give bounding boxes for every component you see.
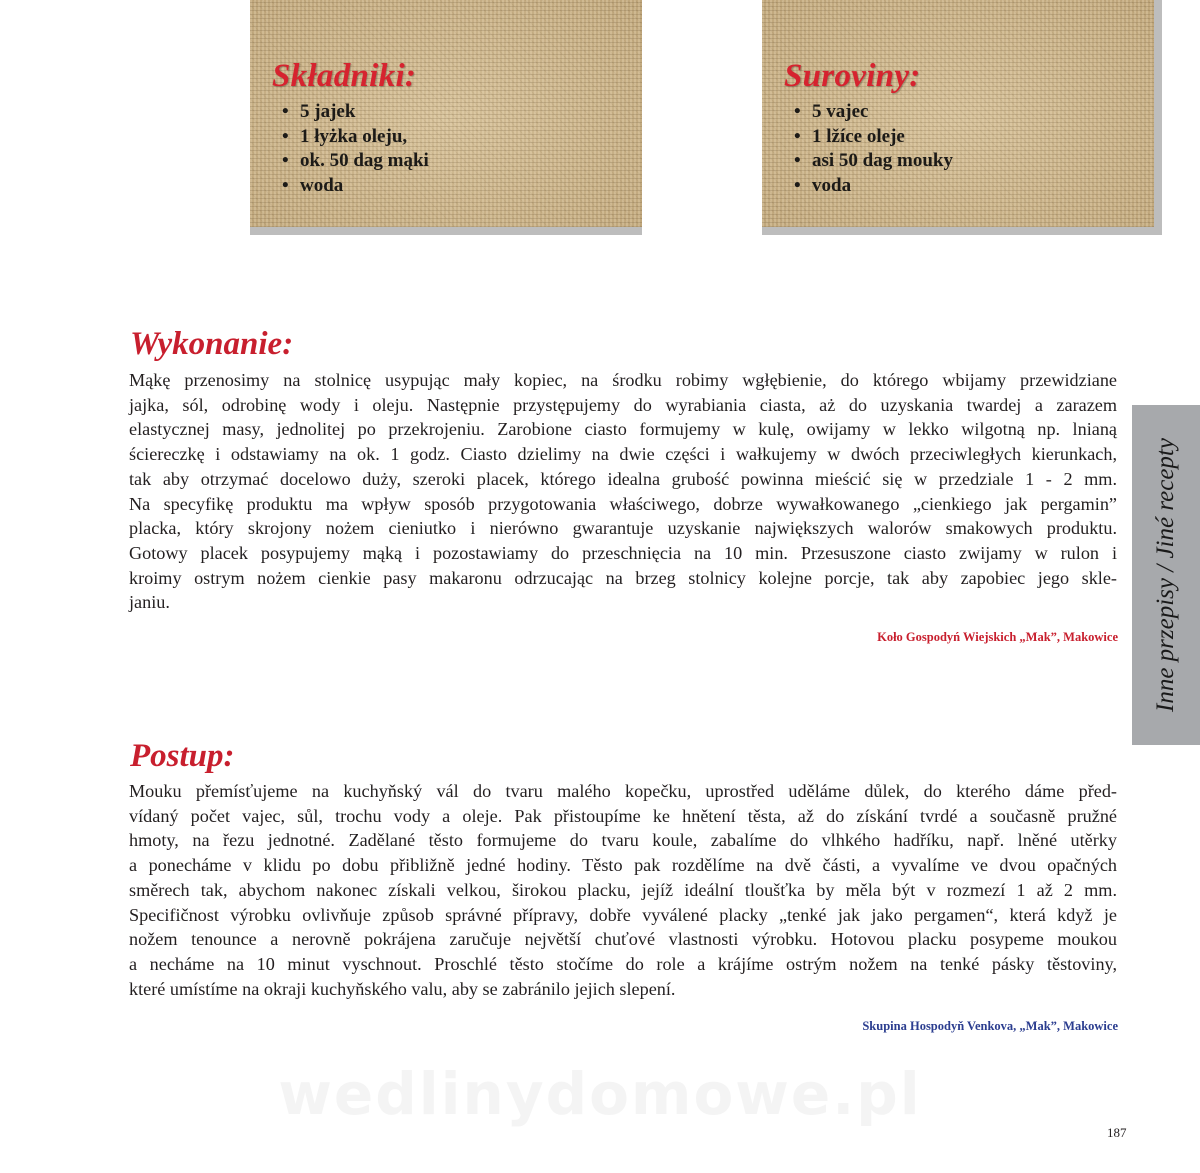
ingredient-item (792, 125, 953, 150)
text-line: Mąkę przenosimy na stolnicę usypując mały kopiec, na środku robimy wgłębienie, do którego wbijamy przewidziane (129, 370, 1117, 390)
ingredients-title-pl: Składniki: (272, 58, 417, 94)
ingredients-box-pl (250, 0, 642, 235)
bullet-icon: • (794, 150, 801, 171)
ingredients-title-cz: Suroviny: (784, 58, 921, 94)
text-line: Specifičnost výrobku ovlivňuje způsob správné přípravy, dobře vyválené placky „tenké jak jako pergamen“, která když je (129, 904, 1117, 925)
ingredients-list-cz (792, 100, 953, 198)
text-line: které umístíme na okraji kuchyňského valu, aby se zabránilo jejich slepení. (129, 978, 676, 999)
method-title-cz: Postup: (130, 738, 235, 774)
text-line: ściereczkę i odstawiamy na ok. 1 godz. Ciasto dzielimy na dwie części i wałkujemy w dwóch przeciwległych kierunkach, (129, 444, 1117, 465)
text-line: a necháme na 10 minut vyschnout. Proschlé těsto stočíme do role a krájíme ostrým nožem na tenké pásky těstoviny, (129, 953, 1117, 974)
ingredient-item (280, 149, 429, 174)
credit-cz: Skupina Hospodyň Venkova, „Mak”, Makowice (862, 1019, 1118, 1033)
text-line: a ponecháme v klidu po dobu přibližně jedné hodiny. Těsto pak rozdělíme na dvě části, a vyvalíme ve dvou opačných (129, 855, 1117, 876)
bullet-icon: • (794, 174, 801, 196)
section-side-tab (1132, 405, 1200, 745)
bullet-icon: • (282, 174, 289, 196)
ingredients-list-pl (280, 100, 429, 198)
ingredient-item (280, 174, 429, 199)
ingredient-item (792, 149, 953, 174)
watermark: wedlinydomowe.pl (278, 1060, 922, 1128)
bullet-icon: • (282, 101, 289, 122)
method-title-pl: Wykonanie: (130, 326, 294, 362)
text-line: tak aby otrzymać docelowo duży, szeroki placek, którego idealna grubość powinna mieścić się w przedziale 1 - 2 mm. (129, 468, 1117, 489)
ingredient-text: 1 łyżka oleju, (300, 125, 408, 147)
text-line: kroimy ostrym nożem cienkie pasy makaronu odrzucając na brzeg stolnicy kolejne porcje, tak aby zapobiec jego skle- (129, 567, 1117, 588)
bullet-icon: • (794, 125, 801, 147)
ingredient-text: asi 50 dag mouky (812, 150, 953, 171)
credit-pl: Koło Gospodyń Wiejskich „Mak”, Makowice (877, 630, 1118, 644)
text-line: Na specyfikę produktu ma wpływ sposób przygotowania właściwego, dobrze wywałkowanego „cienkiego jak pergamin” (129, 493, 1117, 514)
text-line: vídaný počet vajec, sůl, trochu vody a oleje. Pak přistoupíme ke hnětení těsta, až do získání tvrdé a současně pružné (129, 805, 1117, 826)
ingredient-item (792, 100, 953, 125)
bullet-icon: • (282, 150, 289, 171)
text-line: nožem tenounce a nerovně pokrájena zaručuje největší chuťové vlastnosti výrobku. Hotovou placku posypeme moukou (129, 929, 1117, 950)
ingredient-text: 1 lžíce oleje (812, 125, 905, 147)
ingredients-box-cz (762, 0, 1154, 235)
ingredient-text: voda (812, 174, 852, 196)
text-line: placka, który skrojony nożem cieniutko i nierówno gwarantuje uzyskanie największych walorów smakowych produktu. (129, 518, 1117, 539)
method-text-cz (129, 779, 1117, 1001)
side-tab-label: Inne przepisy / Jiné recepty (1152, 438, 1179, 712)
text-line: Gotowy placek posypujemy mąką i pozostawiamy do przeschnięcia na 10 min. Przesuszone ciasto zwijamy w rulon i (129, 542, 1117, 563)
text-line: hmoty, na řezu jednotné. Zadělané těsto formujeme do tvaru koule, zabalíme do vlhkého hadříku, např. lněné utěrky (129, 830, 1117, 851)
ingredient-text: woda (300, 174, 344, 196)
method-text-pl (129, 368, 1117, 615)
page-number: 187 (1107, 1125, 1127, 1140)
text-line: směrech tak, abychom nakonec získali velkou, širokou placku, jejíž ideální tloušťka by měla být v rozmezí 1 až 2 mm. (129, 879, 1117, 900)
bullet-icon: • (282, 125, 289, 147)
ingredient-text: ok. 50 dag mąki (300, 150, 429, 171)
ingredient-item (792, 174, 953, 199)
text-line: Mouku přemísťujeme na kuchyňský vál do tvaru malého kopečku, uprostřed uděláme důlek, do kterého dáme před- (129, 781, 1117, 801)
text-line: jajka, sól, odrobinę wody i oleju. Następnie przystępujemy do wyrabiania ciasta, aż do uzyskania twardej a zarazem (129, 394, 1117, 415)
ingredient-item (280, 125, 429, 150)
ingredient-text: 5 jajek (300, 101, 356, 122)
ingredient-item (280, 100, 429, 125)
ingredient-text: 5 vajec (812, 101, 869, 122)
text-line: janiu. (129, 592, 170, 613)
text-line: elastycznej masy, jednolitej po przekrojeniu. Zarobione ciasto formujemy w kulę, owijamy w lekko wilgotną np. lnianą (129, 419, 1117, 440)
bullet-icon: • (794, 101, 801, 122)
